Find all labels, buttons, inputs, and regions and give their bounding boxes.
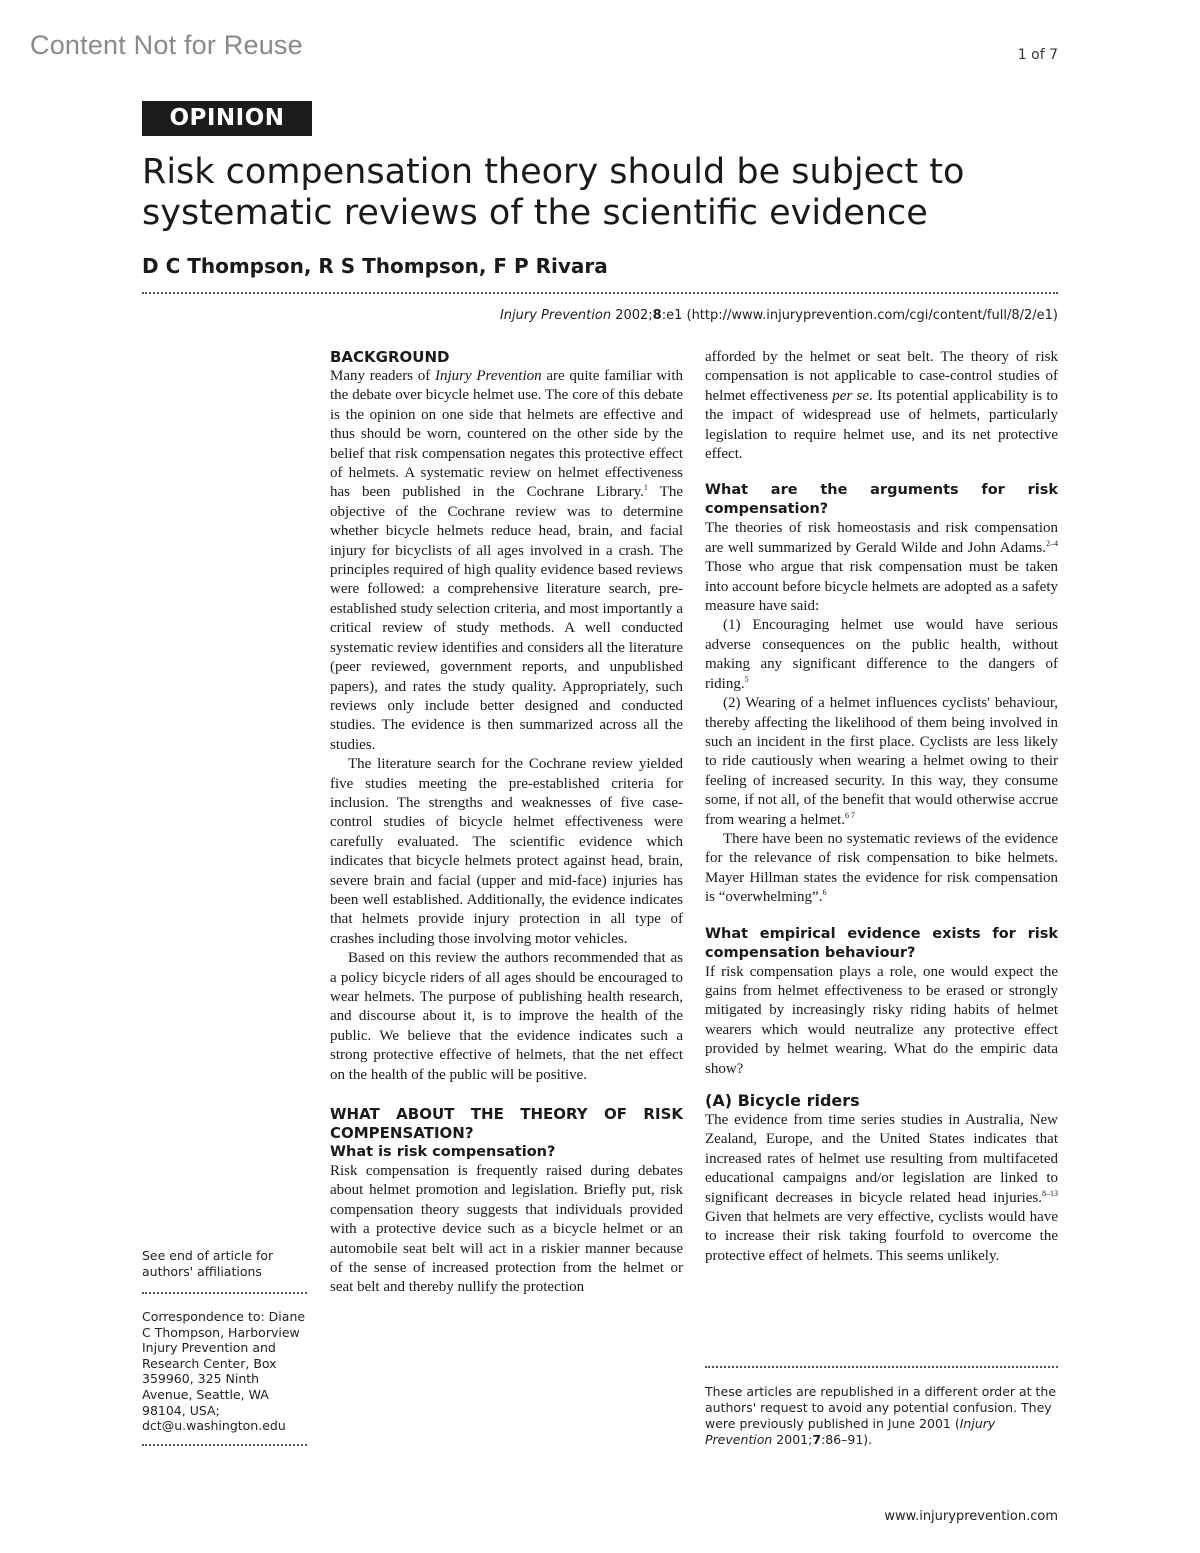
section-badge: OPINION: [142, 101, 312, 136]
text-run: Many readers of: [330, 368, 435, 384]
heading-empirical: What empirical evidence exists for risk compensation behaviour?: [705, 925, 1058, 961]
citation-volume: 8: [652, 308, 662, 323]
reference-marker: 8–13: [1042, 1188, 1058, 1198]
text-run: The evidence from time series studies in Australia, New Zealand, Europe, and the United States indicates that increased rates of helmet use resulting from multifaceted educational campaigns and/or legislation are linked to significant decreases in bicycle related head injuries.: [705, 1112, 1058, 1206]
author-list: D C Thompson, R S Thompson, F P Rivara: [142, 254, 608, 278]
text-run: (2) Wearing of a helmet influences cyclists' behaviour, thereby affecting the likelihood of them being involved in such an incident in the first place. Cyclists are less likely to ride cautiously when wearing a helmet owing to their feeling of increased security. In this way, they consume some, if not all, of the benefit that would otherwise accrue from wearing a helmet.: [705, 695, 1058, 828]
reference-marker: 6: [822, 888, 827, 898]
list-item: [705, 694, 1058, 830]
sidebar-divider-1: [142, 1292, 307, 1294]
paragraph: The literature search for the Cochrane review yielded five studies meeting the pre-established criteria for inclusion. The strengths and weaknesses of five case-control studies of bicycle helmet effectiveness were carefully evaluated. The scientific evidence which indicates that bicycle helmets protect against head, brain, severe brain and facial (upper and mid-face) injuries has been well established. Additionally, the evidence indicates that helmets provide injury protection in all type of crashes including those involving motor vehicles.: [330, 756, 683, 947]
list-item: [705, 616, 1058, 694]
article-title: Risk compensation theory should be subject to systematic reviews of the scientific evidence: [142, 152, 965, 233]
website-footer[interactable]: www.injuryprevention.com: [884, 1509, 1058, 1524]
text-run: The objective of the Cochrane review was to determine whether bicycle helmets reduce head, brain, and facial injury for bicyclists of all ages involved in a crash. The principles required of high quality evidence based reviews were followed: a comprehensive literature search, pre-established study selection criteria, and most importantly a critical review of study methods. A well conducted systematic review identifies and considers all the literature (peer reviewed, government reports, and unpublished papers), and rates the study quality. Appropriately, such reviews only include better designed and conducted studies. The evidence is then summarized across all the studies.: [330, 484, 683, 753]
text-run: are quite familiar with the debate over bicycle helmet use. The core of this debate is the opinion on one side that helmets are effective and thus should be worn, countered on the other side by the belief that risk compensation negates this protective effect of helmets. A systematic review on helmet effectiveness has been published in the Cochrane Library.: [330, 368, 683, 501]
correspondence-note: Correspondence to: Diane C Thompson, Harborview Injury Prevention and Research Center, Box 359960, 325 Ninth Avenue, Seattle, WA 98104, USA; dct@u.washington.edu: [142, 1309, 306, 1434]
footnote-divider: [705, 1366, 1058, 1368]
text-run: . Its potential applicability is to the impact of widespread use of helmets, particularly legislation to require helmet use, and its net protective effect.: [705, 387, 1058, 463]
heading-what-is: What is risk compensation?: [330, 1144, 556, 1161]
paragraph: [330, 367, 683, 755]
heading-arguments: What are the arguments for risk compensation?: [705, 482, 1058, 518]
header-divider: [142, 292, 1058, 294]
journal-name: Injury Prevention: [434, 368, 542, 384]
text-run: afforded by the helmet or seat belt. The theory of risk compensation is not applicable to case-control studies of helmet effectiveness: [705, 349, 1058, 404]
paragraph: If risk compensation plays a role, one would expect the gains from helmet effectiveness to be erased or strongly mitigated by increasingly risky riding habits of helmet wearers which would neutralize any protective effect provided by helmet wearing. What do the empiric data show?: [705, 963, 1058, 1077]
paragraph: Risk compensation is frequently raised during debates about helmet promotion and legislation. Briefly put, risk compensation theory suggests that individuals provided with a protective device such as a bicycle helmet or an automobile seat belt will act in a riskier manner because of the sense of increased protection from the helmet or seat belt and thereby nullify the protection: [330, 1163, 683, 1296]
text-run: Those who argue that risk compensation must be taken into account before bicycle helmets are adopted as a safety measure have said:: [705, 559, 1058, 615]
paragraph: Based on this review the authors recommended that as a policy bicycle riders of all ages should be encouraged to wear helmets. The purpose of publishing health research, and discourse about it, is to improve the health of the public. We believe that the evidence indicates such a strong protective effective of helmets, that the net effect on the health of the public will be positive.: [330, 950, 683, 1083]
citation-journal: Injury Prevention: [499, 308, 612, 323]
text-run: :86–91).: [821, 1432, 873, 1447]
body-column-2: [705, 348, 1058, 1266]
text-run: Given that helmets are very effective, cyclists would have to increase their risk taking fourfold to overcome the protective effect of helmets. This seems unlikely.: [705, 1209, 1058, 1264]
affiliations-note: See end of article for authors' affiliations: [142, 1248, 274, 1279]
text-run: These articles are republished in a different order at the authors' request to avoid any potential confusion. They were previously published in June 2001 (: [705, 1384, 1057, 1431]
page-number: 1 of 7: [1017, 47, 1058, 63]
heading-background: BACKGROUND: [330, 348, 450, 366]
heading-bicycle-riders: (A) Bicycle riders: [705, 1091, 860, 1110]
reference-marker: 6 7: [844, 810, 855, 820]
text-run: The theories of risk homeostasis and risk compensation are well summarized by Gerald Wilde and John Adams.: [705, 520, 1058, 556]
text-run: (1) Encouraging helmet use would have serious adverse consequences on the public health, without making any significant difference to the dangers of riding.: [705, 617, 1058, 692]
citation-line: [500, 308, 1058, 323]
paragraph: [705, 830, 1058, 908]
paragraph: [705, 519, 1058, 616]
volume-number: 7: [812, 1432, 822, 1447]
watermark: Content Not for Reuse: [30, 30, 303, 60]
citation-link[interactable]: :e1 (http://www.injuryprevention.com/cgi/content/full/8/2/e1): [661, 308, 1058, 323]
paragraph: [705, 1111, 1058, 1266]
text-run: 2001;: [772, 1432, 813, 1447]
reference-marker: 2–4: [1046, 538, 1058, 548]
text-run: There have been no systematic reviews of the evidence for the relevance of risk compensation to bike helmets. Mayer Hillman states the evidence for risk compensation is “overwhelming”.: [705, 830, 1058, 906]
heading-theory: WHAT ABOUT THE THEORY OF RISK COMPENSATION?: [330, 1105, 683, 1143]
republication-footnote: [705, 1384, 1057, 1448]
paragraph: [705, 348, 1058, 464]
reference-marker: 5: [744, 674, 749, 684]
reference-marker: 1: [643, 483, 648, 493]
journal-name: Injury Prevention: [705, 1416, 996, 1447]
sidebar-divider-2: [142, 1444, 307, 1446]
body-column-1: [330, 348, 683, 1298]
citation-year: 2002;: [611, 308, 653, 323]
emphasis: per se: [832, 387, 869, 404]
